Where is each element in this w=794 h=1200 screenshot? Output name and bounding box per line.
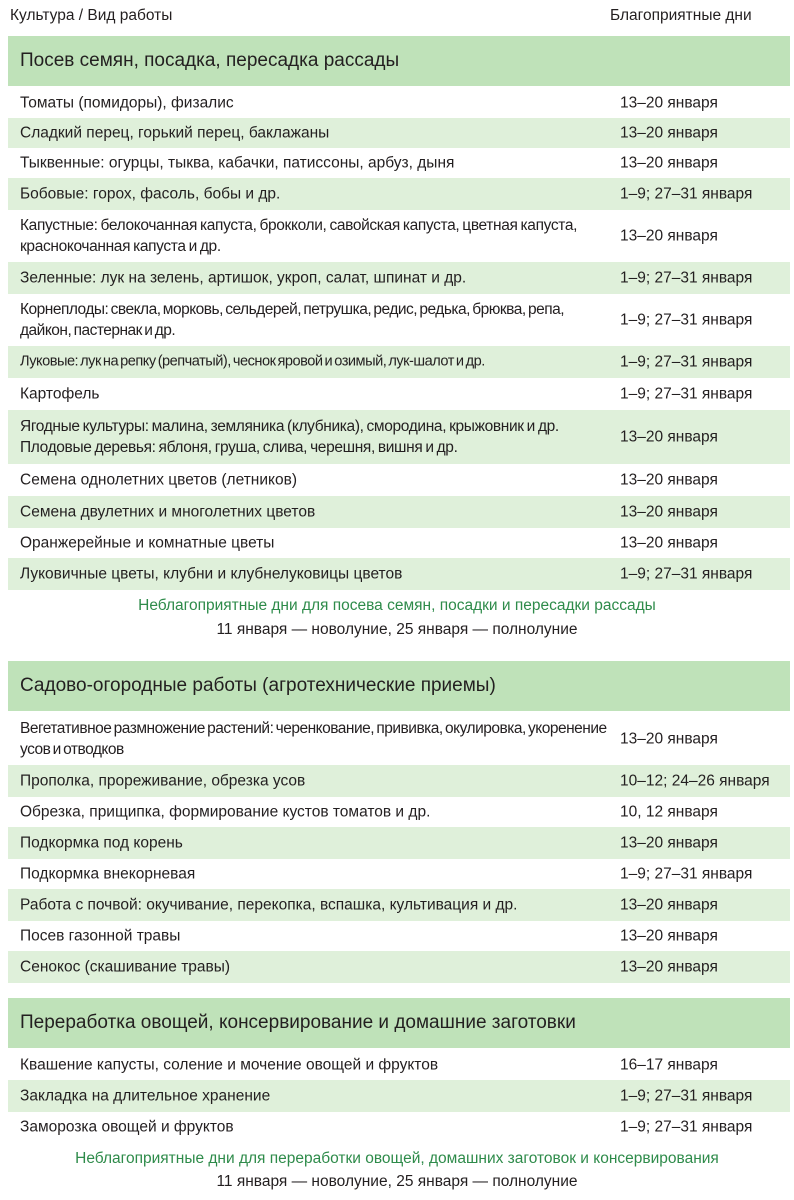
row-culture: Прополка, прореживание, обрезка усов [20,772,306,790]
row-days: 13–20 января [620,124,718,142]
table-row [8,118,790,148]
row-days: 1–9; 27–31 января [620,565,753,583]
row-days: 13–20 января [620,730,718,748]
row-culture: Картофель [20,385,100,403]
table-row [8,765,790,797]
table-row [8,1050,790,1080]
row-culture: Зеленные: лук на зелень, артишок, укроп, салат, шпинат и др. [20,269,467,287]
table-row [8,889,790,921]
table-row [8,464,790,496]
row-days: 13–20 января [620,896,718,914]
row-culture: Тыквенные: огурцы, тыква, кабачки, патиссоны, арбуз, дыня [20,154,455,172]
section-title-processing: Переработка овощей, консервирование и домашние заготовки [8,998,790,1048]
column-culture-label: Культура / Вид работы [10,7,173,24]
row-days: 13–20 января [620,958,718,976]
row-days: 13–20 января [620,154,718,172]
column-days-label: Благоприятные дни [610,7,752,24]
row-culture: Корнеплоды: свекла, морковь, сельдерей, петрушка, редис, редька, брюква, репа, дайкон, пастернак и др. [20,301,565,339]
table-row [8,346,790,378]
row-culture: Заморозка овощей и фруктов [20,1118,234,1136]
row-culture: Работа с почвой: окучивание, перекопка, вспашка, культивация и др. [20,896,518,914]
table-row [8,148,790,178]
row-culture: Томаты (помидоры), физалис [20,94,234,112]
row-culture: Квашение капусты, соление и мочение овощей и фруктов [20,1056,439,1074]
row-culture: Обрезка, прищипка, формирование кустов томатов и др. [20,803,431,821]
table-row [8,496,790,528]
row-days: 1–9; 27–31 января [620,311,753,329]
row-days: 13–20 января [620,503,718,521]
row-culture: Оранжерейные и комнатные цветы [20,534,275,552]
row-culture: Сладкий перец, горький перец, баклажаны [20,124,330,142]
table-row [8,378,790,410]
row-days: 1–9; 27–31 января [620,353,753,371]
section-title-sowing: Посев семян, посадка, пересадка рассады [8,36,790,86]
table-row [8,797,790,827]
unfavorable-days-text-processing: 11 января — новолуние, 25 января — полнолуние [216,1173,578,1190]
table-row [8,1080,790,1112]
row-days: 1–9; 27–31 января [620,269,753,287]
row-days: 1–9; 27–31 января [620,1118,753,1136]
row-culture: Подкормка внекорневая [20,865,196,883]
table-row [8,294,790,346]
row-days: 13–20 января [620,471,718,489]
row-culture: Бобовые: горох, фасоль, бобы и др. [20,185,281,203]
row-days: 1–9; 27–31 января [620,1087,753,1105]
row-culture: Подкормка под корень [20,834,183,852]
row-culture: Капустные: белокочанная капуста, брокколи, савойская капуста, цветная капуста, краснокочанная капуста и др. [20,217,578,255]
unfavorable-days-text-sowing: 11 января — новолуние, 25 января — полнолуние [216,621,578,638]
row-days: 10–12; 24–26 января [620,772,770,790]
table-row [8,88,790,118]
row-culture: Закладка на длительное хранение [20,1087,271,1105]
row-culture: Вегетативное размножение растений: черенкование, прививка, окулировка, укоренение усов и отводков [20,720,607,758]
table-row [8,210,790,262]
row-culture: Посев газонной травы [20,927,181,945]
row-days: 13–20 января [620,927,718,945]
table-row [8,558,790,590]
row-days: 13–20 января [620,227,718,245]
row-days: 13–20 января [620,428,718,446]
unfavorable-days-title-sowing: Неблагоприятные дни для посева семян, посадки и пересадки рассады [138,597,656,614]
row-days: 10, 12 января [620,803,718,821]
row-days: 16–17 января [620,1056,718,1074]
unfavorable-days-title-processing: Неблагоприятные дни для переработки овощей, домашних заготовок и консервирования [75,1150,719,1167]
row-culture: Луковые: лук на репку (репчатый), чеснок яровой и озимый, лук-шалот и др. [20,353,485,370]
table-row [8,410,790,464]
row-culture: Сенокос (скашивание травы) [20,958,231,976]
table-row [8,859,790,889]
row-days: 13–20 января [620,834,718,852]
row-culture: Семена однолетних цветов (летников) [20,471,297,489]
table-row [8,951,790,983]
row-days: 13–20 января [620,534,718,552]
table-row [8,528,790,558]
row-days: 1–9; 27–31 января [620,385,753,403]
row-culture: Луковичные цветы, клубни и клубнелуковицы цветов [20,565,403,583]
row-days: 1–9; 27–31 января [620,185,753,203]
table-row [8,713,790,765]
row-culture: Ягодные культуры: малина, земляника (клубника), смородина, крыжовник и др. Плодовые деревья: яблоня, груша, слива, черешня, вишня и др. [20,418,559,456]
table-row [8,827,790,859]
column-header [0,0,794,34]
table-row [8,1112,790,1142]
table-row [8,262,790,294]
row-days: 13–20 января [620,94,718,112]
table-row [8,921,790,951]
section-title-garden-works: Садово-огородные работы (агротехнические приемы) [8,661,790,711]
table-row [8,178,790,210]
row-days: 1–9; 27–31 января [620,865,753,883]
row-culture: Семена двулетних и многолетних цветов [20,503,316,521]
